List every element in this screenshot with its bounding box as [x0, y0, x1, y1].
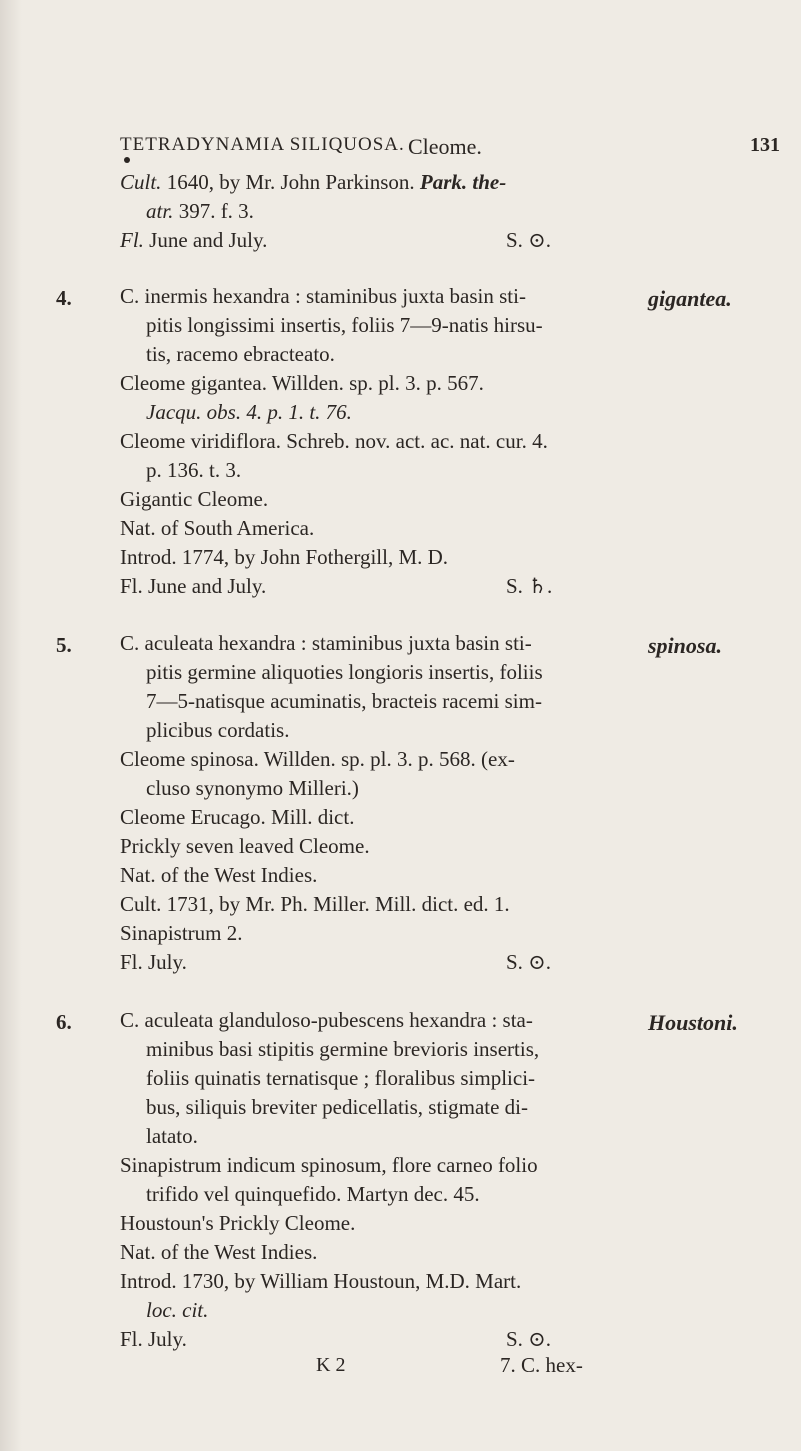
- entry-line: pitis longissimi insertis, foliis 7—9-natis hirsu-: [146, 313, 543, 337]
- entry-line: Introd. 1774, by John Fothergill, M. D.: [120, 545, 449, 569]
- entry-line: Nat. of South America.: [120, 516, 315, 540]
- margin-species-name: Houstoni.: [648, 1010, 738, 1035]
- entry-line: Jacqu. obs. 4. p. 1. t. 76.: [146, 400, 352, 424]
- intro-fl-line: [120, 230, 267, 251]
- entry-line: Houstoun's Prickly Cleome.: [120, 1211, 356, 1235]
- page-number: 131: [750, 134, 780, 156]
- catchword: 7. C. hex-: [500, 1353, 583, 1377]
- entry-line: Cleome spinosa. Willden. sp. pl. 3. p. 568. (ex-: [120, 747, 515, 771]
- signature-mark: K 2: [316, 1354, 346, 1376]
- entry-line: Gigantic Cleome.: [120, 487, 269, 511]
- entry-line: trifido vel quinquefido. Martyn dec. 45.: [146, 1182, 480, 1206]
- entry-line: Cleome Erucago. Mill. dict.: [120, 805, 355, 829]
- fl-text: June and July.: [149, 228, 268, 252]
- page-edge-shadow: [0, 0, 22, 1451]
- fl-label: Fl.: [120, 228, 144, 252]
- entry-line: plicibus cordatis.: [146, 718, 290, 742]
- entry-line: loc. cit.: [146, 1298, 209, 1322]
- entry-line: latato.: [146, 1124, 198, 1148]
- park-ref-cont: atr.: [146, 199, 174, 223]
- margin-species-name: gigantea.: [648, 286, 732, 311]
- cult-label: Cult.: [120, 170, 162, 194]
- entry-number: 6.: [56, 1010, 72, 1034]
- cult-text: 1640, by Mr. John Parkinson.: [166, 170, 415, 194]
- entry-number: 4.: [56, 286, 72, 310]
- entry-line: 7—5-natisque acuminatis, bracteis racemi sim-: [146, 689, 542, 713]
- entry-line: Fl. July.: [120, 950, 187, 974]
- park-ref: Park. the-: [419, 170, 507, 194]
- entry-line: Sinapistrum 2.: [120, 921, 243, 945]
- entry-line: Fl. June and July.: [120, 574, 267, 598]
- entry-line: p. 136. t. 3.: [146, 458, 242, 482]
- entry-line: Cleome gigantea. Willden. sp. pl. 3. p. 567.: [120, 371, 484, 395]
- intro-symbol: S. ⊙.: [506, 228, 552, 252]
- entry-line: Introd. 1730, by William Houstoun, M.D. Mart.: [120, 1269, 522, 1293]
- header-title: TETRADYNAMIA SILIQUOSA.: [120, 134, 405, 155]
- entry-symbol: S. ♄.: [506, 574, 553, 598]
- entry-symbol: S. ⊙.: [506, 1327, 552, 1351]
- margin-species-name: spinosa.: [648, 633, 722, 658]
- entry-line: cluso synonymo Milleri.): [146, 776, 359, 800]
- entry-number: 5.: [56, 633, 72, 657]
- entry-line: Nat. of the West Indies.: [120, 863, 318, 887]
- entry-line: C. inermis hexandra : staminibus juxta basin sti-: [120, 284, 526, 308]
- park-page: 397. f. 3.: [178, 199, 254, 223]
- entry-line: minibus basi stipitis germine brevioris insertis,: [146, 1037, 540, 1061]
- entry-line: C. aculeata glanduloso-pubescens hexandra : sta-: [120, 1008, 533, 1032]
- entry-line: Prickly seven leaved Cleome.: [120, 834, 370, 858]
- entry-symbol: S. ⊙.: [506, 950, 552, 974]
- entry-line: Fl. July.: [120, 1327, 187, 1351]
- entry-line: Nat. of the West Indies.: [120, 1240, 318, 1264]
- intro-park-line: [146, 201, 254, 222]
- running-header: [120, 134, 780, 164]
- ink-dot: [124, 157, 130, 163]
- header-genus: Cleome.: [408, 134, 482, 159]
- entry-line: pitis germine aliquoties longioris insertis, foliis: [146, 660, 543, 684]
- entry-line: Cult. 1731, by Mr. Ph. Miller. Mill. dict. ed. 1.: [120, 892, 510, 916]
- intro-cult-line: [120, 172, 506, 193]
- entry-line: C. aculeata hexandra : staminibus juxta basin sti-: [120, 631, 532, 655]
- entry-line: Cleome viridiflora. Schreb. nov. act. ac. nat. cur. 4.: [120, 429, 548, 453]
- entry-line: bus, siliquis breviter pedicellatis, stigmate di-: [146, 1095, 529, 1119]
- entry-line: foliis quinatis ternatisque ; floralibus simplici-: [146, 1066, 536, 1090]
- entry-line: tis, racemo ebracteato.: [146, 342, 335, 366]
- entry-line: Sinapistrum indicum spinosum, flore carneo folio: [120, 1153, 538, 1177]
